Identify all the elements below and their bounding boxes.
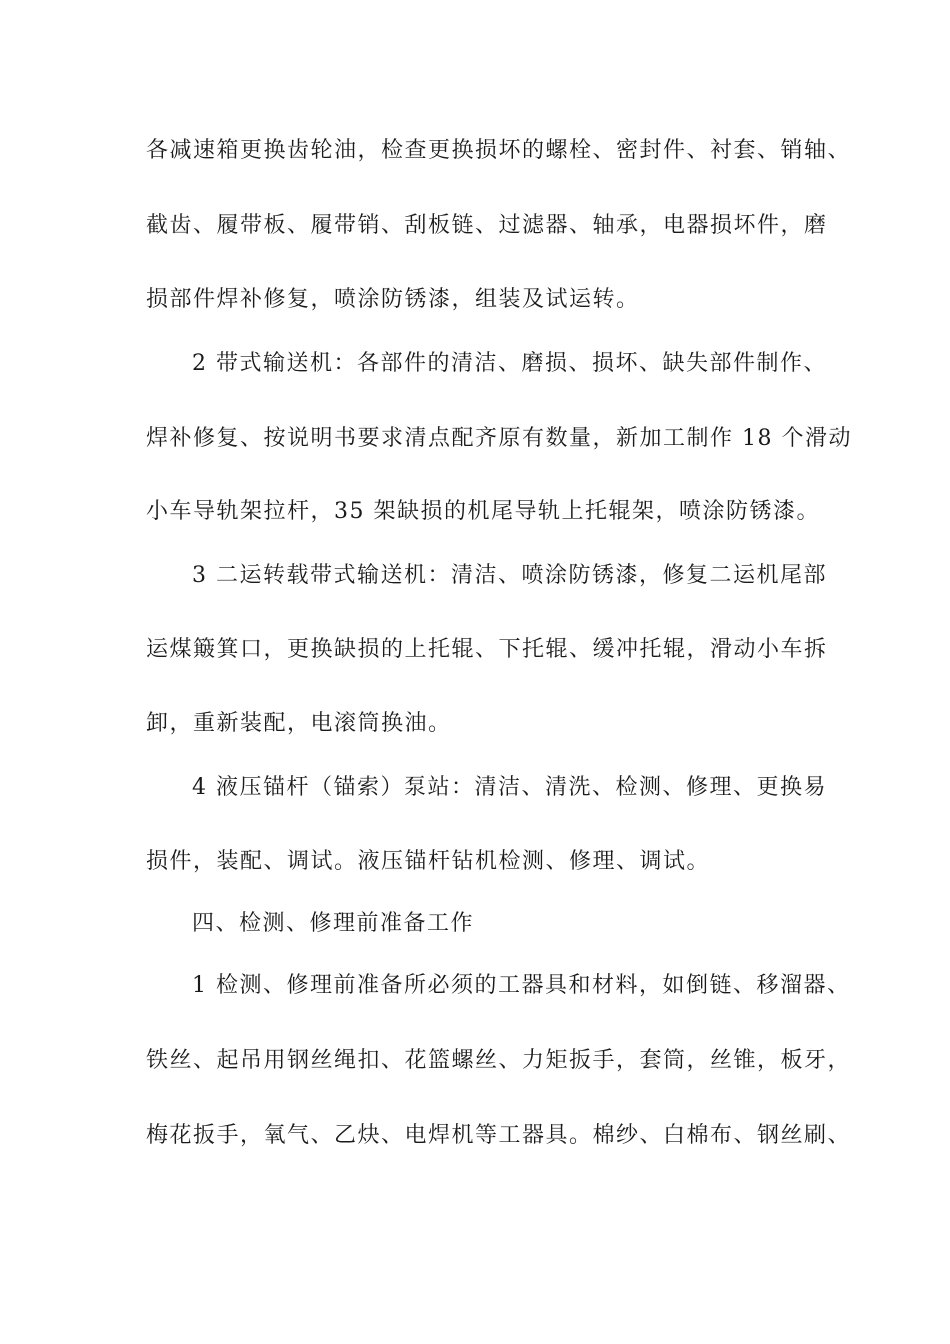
paragraph-start-line: 1 检测、修理前准备所必须的工器具和材料，如倒链、移溜器、 (192, 973, 851, 998)
text-line: 铁丝、起吊用钢丝绳扣、花篮螺丝、力矩扳手，套筒，丝锥，板牙， (146, 1048, 852, 1073)
text-line: 截齿、履带板、履带销、刮板链、过滤器、轴承，电器损坏件，磨 (146, 213, 828, 238)
paragraph-start-line: 4 液压锚杆（锚索）泵站：清洁、清洗、检测、修理、更换易 (192, 775, 827, 800)
paragraph-start-line: 3 二运转载带式输送机：清洁、喷涂防锈漆，修复二运机尾部 (192, 563, 827, 588)
text-line: 运煤簸箕口，更换缺损的上托辊、下托辊、缓冲托辊，滑动小车拆 (146, 637, 828, 662)
section-heading: 四、检测、修理前准备工作 (192, 911, 475, 936)
text-line: 焊补修复、按说明书要求清点配齐原有数量，新加工制作 18 个滑动 (146, 426, 852, 451)
text-line: 小车导轨架拉杆，35 架缺损的机尾导轨上托辊架，喷涂防锈漆。 (146, 499, 820, 524)
paragraph-start-line: 2 带式输送机：各部件的清洁、磨损、损坏、缺失部件制作、 (192, 351, 827, 376)
text-line: 卸，重新装配，电滚筒换油。 (146, 711, 452, 736)
text-line: 损件，装配、调试。液压锚杆钻机检测、修理、调试。 (146, 849, 711, 874)
text-line: 梅花扳手，氧气、乙炔、电焊机等工器具。棉纱、白棉布、钢丝刷、 (146, 1123, 852, 1148)
text-line: 各减速箱更换齿轮油，检查更换损坏的螺栓、密封件、衬套、销轴、 (146, 138, 852, 163)
text-line: 损部件焊补修复，喷涂防锈漆，组装及试运转。 (146, 287, 640, 312)
